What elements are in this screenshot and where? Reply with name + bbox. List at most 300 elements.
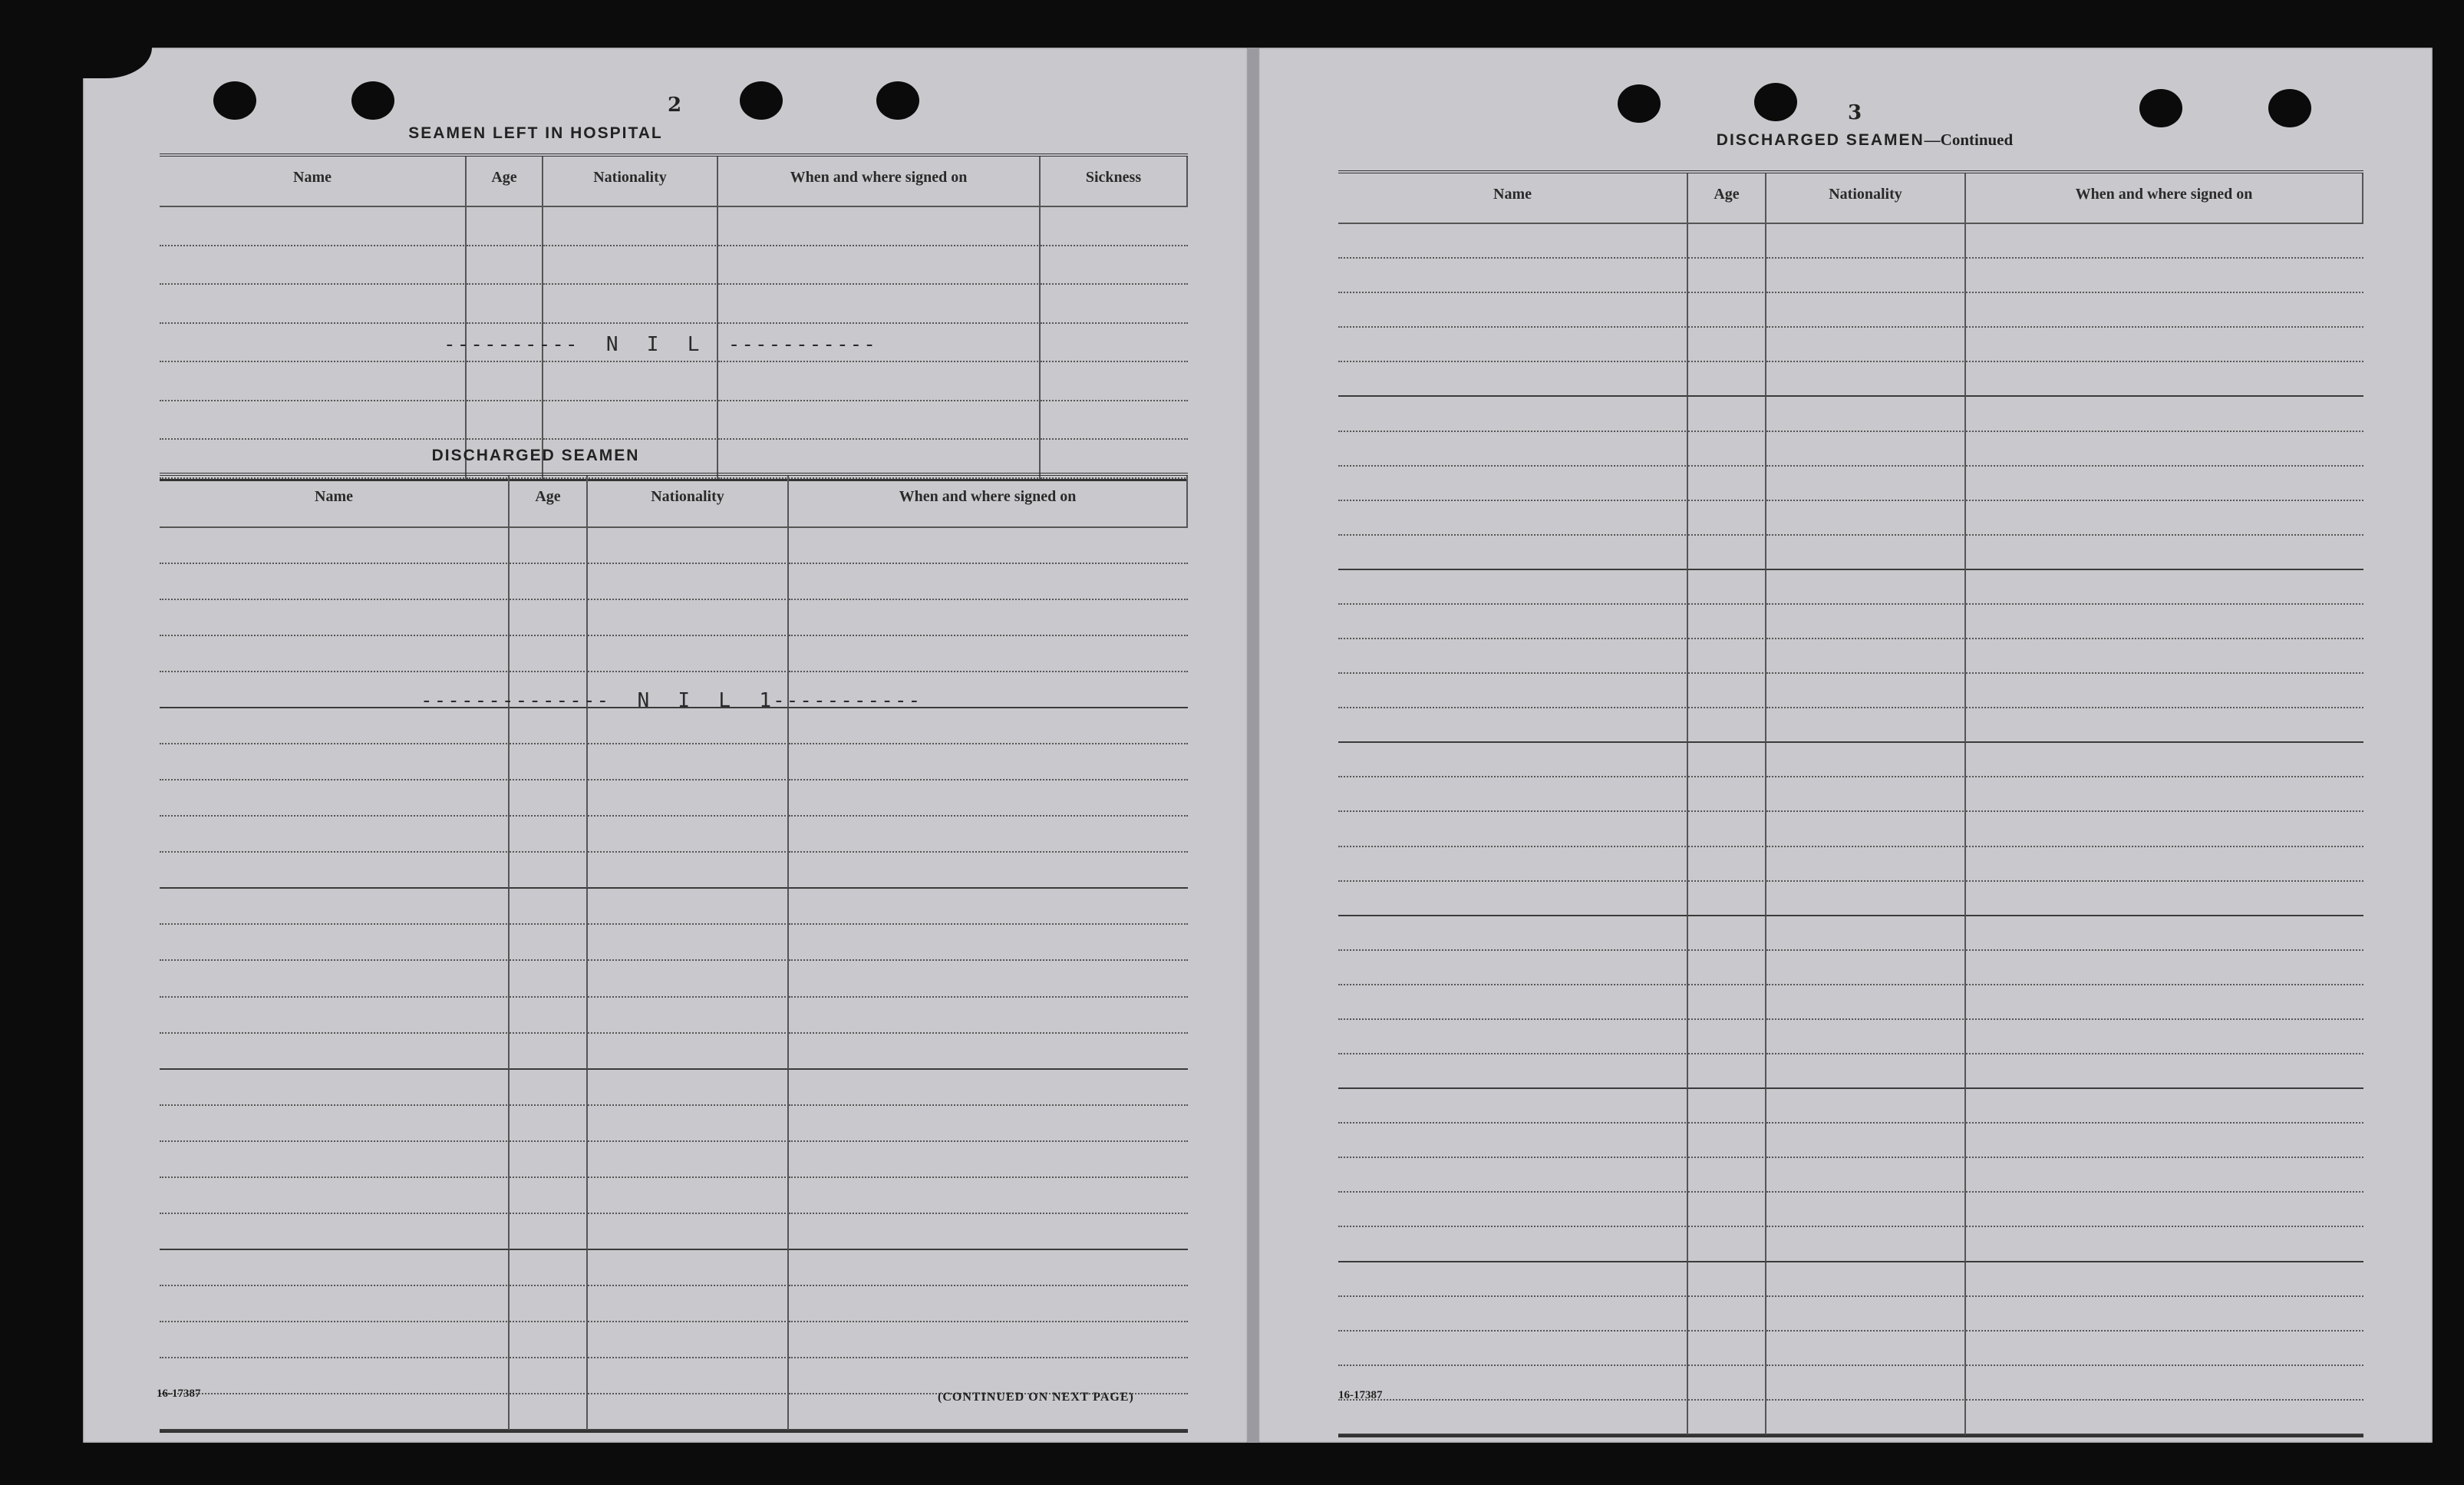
table-cell: [160, 1178, 510, 1214]
table-cell: [1766, 605, 1966, 639]
table-cell: [160, 564, 510, 600]
table-cell: [1688, 847, 1766, 882]
table-cell: [1966, 362, 2363, 397]
table-cell: [789, 961, 1188, 997]
table-cell: [160, 401, 467, 441]
discharged-table: [160, 473, 1188, 1433]
table-cell: [1766, 1401, 1966, 1435]
punch-hole: [876, 81, 919, 120]
table-cell: [588, 1358, 789, 1394]
table-cell: [1338, 1227, 1688, 1262]
table-cell: [510, 1106, 588, 1142]
table-cell: [1338, 362, 1688, 397]
table-cell: [543, 362, 718, 401]
table-cell: [1966, 882, 2363, 916]
table-cell: [160, 853, 510, 889]
table-cell: [510, 998, 588, 1034]
table-cell: [1766, 777, 1966, 812]
table-cell: [588, 998, 789, 1034]
table-cell: [160, 285, 467, 324]
table-cell: [1688, 1054, 1766, 1089]
table-cell: [1766, 1124, 1966, 1158]
table-cell: [1688, 985, 1766, 1020]
table-cell: [1688, 328, 1766, 362]
table-cell: [160, 1034, 510, 1070]
column-header-age: Age: [510, 476, 588, 528]
table-cell: [588, 708, 789, 744]
table-cell: [1966, 536, 2363, 570]
table-cell: [588, 600, 789, 636]
table-cell: [160, 780, 510, 817]
table-cell: [1338, 1089, 1688, 1124]
table-cell: [1338, 985, 1688, 1020]
table-cell: [789, 1358, 1188, 1394]
table-cell: [160, 1322, 510, 1358]
right-page: [1258, 48, 2433, 1443]
table-cell: [160, 961, 510, 997]
table-cell: [1966, 1332, 2363, 1366]
table-cell: [510, 1322, 588, 1358]
table-cell: [789, 636, 1188, 672]
table-cell: [1338, 224, 1688, 259]
table-cell: [1966, 777, 2363, 812]
table-cell: [160, 1070, 510, 1106]
table-cell: [510, 1358, 588, 1394]
table-cell: [510, 889, 588, 925]
table-cell: [588, 961, 789, 997]
table-cell: [789, 1106, 1188, 1142]
table-cell: [160, 1106, 510, 1142]
table-cell: [1966, 1124, 2363, 1158]
table-cell: [1688, 1297, 1766, 1332]
table-cell: [1688, 812, 1766, 846]
table-cell: [1338, 467, 1688, 501]
left-page: [83, 48, 1248, 1443]
punch-hole: [213, 81, 256, 120]
table-cell: [1766, 362, 1966, 397]
table-cell: [588, 817, 789, 853]
table-cell: [1338, 1401, 1688, 1435]
table-cell: [510, 600, 588, 636]
punch-hole: [1618, 84, 1661, 123]
table-cell: [1338, 536, 1688, 570]
table-cell: [1688, 708, 1766, 743]
table-cell: [588, 1106, 789, 1142]
table-cell: [789, 1286, 1188, 1322]
table-cell: [510, 780, 588, 817]
table-cell: [588, 1178, 789, 1214]
column-header-nationality: Nationality: [1766, 173, 1966, 224]
table-cell: [510, 528, 588, 564]
table-cell: [1966, 674, 2363, 708]
table-cell: [789, 1034, 1188, 1070]
form-number: 16-17387: [1338, 1389, 1383, 1401]
table-cell: [1338, 777, 1688, 812]
column-header-age: Age: [467, 157, 543, 207]
table-cell: [1966, 1401, 2363, 1435]
table-cell: [1688, 1401, 1766, 1435]
table-cell: [1338, 1124, 1688, 1158]
table-cell: [1688, 1020, 1766, 1054]
table-cell: [1041, 246, 1188, 285]
table-cell: [160, 889, 510, 925]
table-cell: [718, 285, 1041, 324]
table-cell: [1966, 639, 2363, 674]
table-cell: [1966, 467, 2363, 501]
table-cell: [789, 1142, 1188, 1178]
table-cell: [510, 1034, 588, 1070]
table-cell: [1338, 743, 1688, 777]
table-cell: [1338, 397, 1688, 431]
table-cell: [1766, 951, 1966, 985]
column-header-nationality: Nationality: [543, 157, 718, 207]
table-cell: [510, 1142, 588, 1178]
table-cell: [588, 744, 789, 780]
table-cell: [1966, 1089, 2363, 1124]
hospital-nil-entry: ---------- N I L -----------: [444, 333, 877, 356]
table-cell: [510, 744, 588, 780]
table-cell: [1688, 1158, 1766, 1193]
table-cell: [718, 246, 1041, 285]
table-cell: [1041, 401, 1188, 441]
hospital-section-title: SEAMEN LEFT IN HOSPITAL: [408, 124, 663, 142]
table-cell: [789, 528, 1188, 564]
table-cell: [1688, 674, 1766, 708]
table-cell: [1766, 432, 1966, 467]
column-header-age: Age: [1688, 173, 1766, 224]
table-cell: [1338, 812, 1688, 846]
table-cell: [510, 708, 588, 744]
table-cell: [1688, 362, 1766, 397]
table-cell: [588, 1070, 789, 1106]
table-cell: [588, 1394, 789, 1431]
table-cell: [1766, 328, 1966, 362]
table-cell: [467, 362, 543, 401]
table-cell: [1966, 1158, 2363, 1193]
page-number: 3: [1848, 101, 1862, 124]
table-cell: [1688, 293, 1766, 328]
table-cell: [1688, 639, 1766, 674]
table-cell: [1966, 501, 2363, 536]
table-cell: [1688, 1332, 1766, 1366]
table-cell: [1766, 1054, 1966, 1089]
table-cell: [510, 961, 588, 997]
table-cell: [543, 246, 718, 285]
column-header-name: Name: [1338, 173, 1688, 224]
table-cell: [1966, 951, 2363, 985]
table-cell: [1766, 536, 1966, 570]
table-cell: [588, 1286, 789, 1322]
table-cell: [160, 1394, 510, 1431]
table-cell: [1966, 570, 2363, 605]
table-cell: [1688, 882, 1766, 916]
table-cell: [1766, 293, 1966, 328]
table-cell: [1966, 743, 2363, 777]
table-cell: [1338, 1020, 1688, 1054]
column-header-nationality: Nationality: [588, 476, 789, 528]
table-cell: [510, 1070, 588, 1106]
table-cell: [588, 528, 789, 564]
table-cell: [467, 401, 543, 441]
table-cell: [467, 207, 543, 246]
table-cell: [1338, 570, 1688, 605]
table-cell: [1766, 501, 1966, 536]
table-cell: [160, 207, 467, 246]
table-cell: [1688, 432, 1766, 467]
table-cell: [543, 285, 718, 324]
table-cell: [160, 1214, 510, 1250]
table-cell: [1338, 639, 1688, 674]
punch-hole: [351, 81, 394, 120]
table-cell: [789, 925, 1188, 961]
table-cell: [1688, 570, 1766, 605]
table-cell: [789, 780, 1188, 817]
table-cell: [1338, 1366, 1688, 1401]
table-cell: [588, 1214, 789, 1250]
table-cell: [510, 853, 588, 889]
table-cell: [588, 1142, 789, 1178]
table-cell: [1766, 985, 1966, 1020]
table-cell: [1338, 259, 1688, 293]
table-cell: [1766, 639, 1966, 674]
table-cell: [718, 362, 1041, 401]
table-cell: [1766, 882, 1966, 916]
table-cell: [160, 600, 510, 636]
table-cell: [1338, 1054, 1688, 1089]
table-cell: [588, 925, 789, 961]
table-cell: [1338, 1158, 1688, 1193]
page-spine: [1248, 48, 1258, 1443]
column-header-signed-on: When and where signed on: [789, 476, 1188, 528]
table-cell: [1766, 1366, 1966, 1401]
table-cell: [1766, 1089, 1966, 1124]
table-cell: [160, 925, 510, 961]
table-cell: [1766, 674, 1966, 708]
table-cell: [160, 1142, 510, 1178]
table-cell: [1338, 916, 1688, 951]
table-cell: [1766, 570, 1966, 605]
table-cell: [160, 744, 510, 780]
hospital-table: [160, 153, 1188, 481]
table-cell: [789, 1214, 1188, 1250]
table-cell: [1338, 708, 1688, 743]
table-cell: [160, 246, 467, 285]
punch-hole: [2139, 89, 2182, 127]
table-cell: [1966, 1227, 2363, 1262]
table-cell: [1041, 285, 1188, 324]
table-cell: [789, 1070, 1188, 1106]
table-cell: [1688, 1193, 1766, 1227]
table-cell: [1688, 467, 1766, 501]
table-cell: [1966, 1054, 2363, 1089]
table-cell: [510, 1214, 588, 1250]
table-cell: [1766, 397, 1966, 431]
table-cell: [510, 636, 588, 672]
table-cell: [1766, 467, 1966, 501]
table-cell: [1338, 293, 1688, 328]
table-cell: [1966, 847, 2363, 882]
table-cell: [789, 1178, 1188, 1214]
table-cell: [1688, 1089, 1766, 1124]
table-cell: [1688, 605, 1766, 639]
table-cell: [1966, 1193, 2363, 1227]
table-cell: [160, 528, 510, 564]
table-cell: [1338, 1332, 1688, 1366]
table-cell: [1766, 1158, 1966, 1193]
table-cell: [1966, 1262, 2363, 1297]
table-cell: [1338, 951, 1688, 985]
table-cell: [789, 889, 1188, 925]
table-cell: [718, 401, 1041, 441]
table-cell: [1338, 882, 1688, 916]
table-cell: [1966, 328, 2363, 362]
table-cell: [1766, 812, 1966, 846]
table-cell: [1688, 951, 1766, 985]
table-cell: [1766, 1227, 1966, 1262]
table-cell: [1966, 985, 2363, 1020]
table-cell: [1338, 1262, 1688, 1297]
table-cell: [1688, 224, 1766, 259]
table-cell: [543, 207, 718, 246]
table-cell: [1966, 1020, 2363, 1054]
table-cell: [510, 1250, 588, 1286]
discharged-continued-title: DISCHARGED SEAMEN—Continued: [1716, 130, 2014, 149]
table-cell: [1966, 224, 2363, 259]
table-cell: [467, 246, 543, 285]
table-cell: [160, 1250, 510, 1286]
table-cell: [1966, 293, 2363, 328]
table-cell: [160, 1358, 510, 1394]
table-cell: [160, 324, 467, 363]
table-cell: [510, 1286, 588, 1322]
table-cell: [1766, 1193, 1966, 1227]
table-cell: [789, 998, 1188, 1034]
table-cell: [1688, 1227, 1766, 1262]
table-cell: [510, 1394, 588, 1431]
table-cell: [588, 853, 789, 889]
table-cell: [718, 207, 1041, 246]
table-cell: [1688, 501, 1766, 536]
table-cell: [588, 780, 789, 817]
table-cell: [1966, 708, 2363, 743]
punch-hole: [1754, 83, 1797, 121]
table-cell: [160, 636, 510, 672]
table-cell: [588, 1250, 789, 1286]
table-cell: [1688, 259, 1766, 293]
table-cell: [510, 1178, 588, 1214]
table-cell: [789, 1322, 1188, 1358]
table-cell: [1966, 605, 2363, 639]
table-cell: [1966, 1366, 2363, 1401]
column-header-signed-on: When and where signed on: [718, 157, 1041, 207]
discharged-nil-entry: -------------- N I L 1-----------: [421, 689, 922, 712]
page-number: 2: [668, 94, 682, 117]
form-number: 16-17387: [157, 1388, 201, 1400]
column-header-name: Name: [160, 476, 510, 528]
table-cell: [1338, 1297, 1688, 1332]
table-cell: [160, 708, 510, 744]
column-header-name: Name: [160, 157, 467, 207]
discharged-continued-table: [1338, 170, 2363, 1437]
table-cell: [588, 564, 789, 600]
table-cell: [1688, 1366, 1766, 1401]
column-header-signed-on: When and where signed on: [1966, 173, 2363, 224]
table-cell: [1766, 1262, 1966, 1297]
table-cell: [789, 817, 1188, 853]
table-cell: [1766, 259, 1966, 293]
table-cell: [1766, 847, 1966, 882]
table-cell: [588, 1034, 789, 1070]
table-cell: [1688, 743, 1766, 777]
table-cell: [160, 817, 510, 853]
table-cell: [588, 889, 789, 925]
table-cell: [1966, 812, 2363, 846]
table-cell: [510, 925, 588, 961]
table-cell: [1766, 708, 1966, 743]
table-cell: [510, 564, 588, 600]
table-cell: [1966, 432, 2363, 467]
table-cell: [1338, 605, 1688, 639]
continued-note: (CONTINUED ON NEXT PAGE): [938, 1391, 1134, 1404]
table-cell: [1688, 777, 1766, 812]
table-cell: [160, 998, 510, 1034]
table-cell: [1966, 259, 2363, 293]
table-cell: [1688, 1262, 1766, 1297]
table-cell: [1766, 743, 1966, 777]
table-cell: [1766, 1020, 1966, 1054]
table-cell: [588, 636, 789, 672]
discharged-section-title: DISCHARGED SEAMEN: [431, 447, 640, 464]
column-header-sickness: Sickness: [1041, 157, 1188, 207]
table-cell: [789, 853, 1188, 889]
table-cell: [160, 1286, 510, 1322]
table-cell: [1688, 536, 1766, 570]
table-cell: [543, 401, 718, 441]
table-cell: [1338, 847, 1688, 882]
table-cell: [1688, 397, 1766, 431]
table-cell: [1688, 1124, 1766, 1158]
table-cell: [1966, 916, 2363, 951]
punch-hole: [740, 81, 783, 120]
table-cell: [1688, 916, 1766, 951]
table-cell: [789, 1250, 1188, 1286]
table-cell: [1041, 362, 1188, 401]
table-cell: [1766, 1297, 1966, 1332]
table-cell: [789, 744, 1188, 780]
table-cell: [1338, 1193, 1688, 1227]
table-cell: [1338, 328, 1688, 362]
table-cell: [510, 817, 588, 853]
punch-hole: [2268, 89, 2311, 127]
table-cell: [1338, 501, 1688, 536]
table-cell: [588, 1322, 789, 1358]
table-cell: [1766, 224, 1966, 259]
table-cell: [789, 600, 1188, 636]
table-cell: [1041, 207, 1188, 246]
table-cell: [1338, 674, 1688, 708]
table-cell: [789, 564, 1188, 600]
table-cell: [1766, 916, 1966, 951]
table-cell: [1338, 432, 1688, 467]
table-cell: [160, 362, 467, 401]
table-cell: [1766, 1332, 1966, 1366]
table-cell: [1966, 1297, 2363, 1332]
torn-corner: [83, 48, 152, 78]
table-cell: [1966, 397, 2363, 431]
table-cell: [1041, 324, 1188, 363]
table-cell: [467, 285, 543, 324]
table-cell: [789, 708, 1188, 744]
